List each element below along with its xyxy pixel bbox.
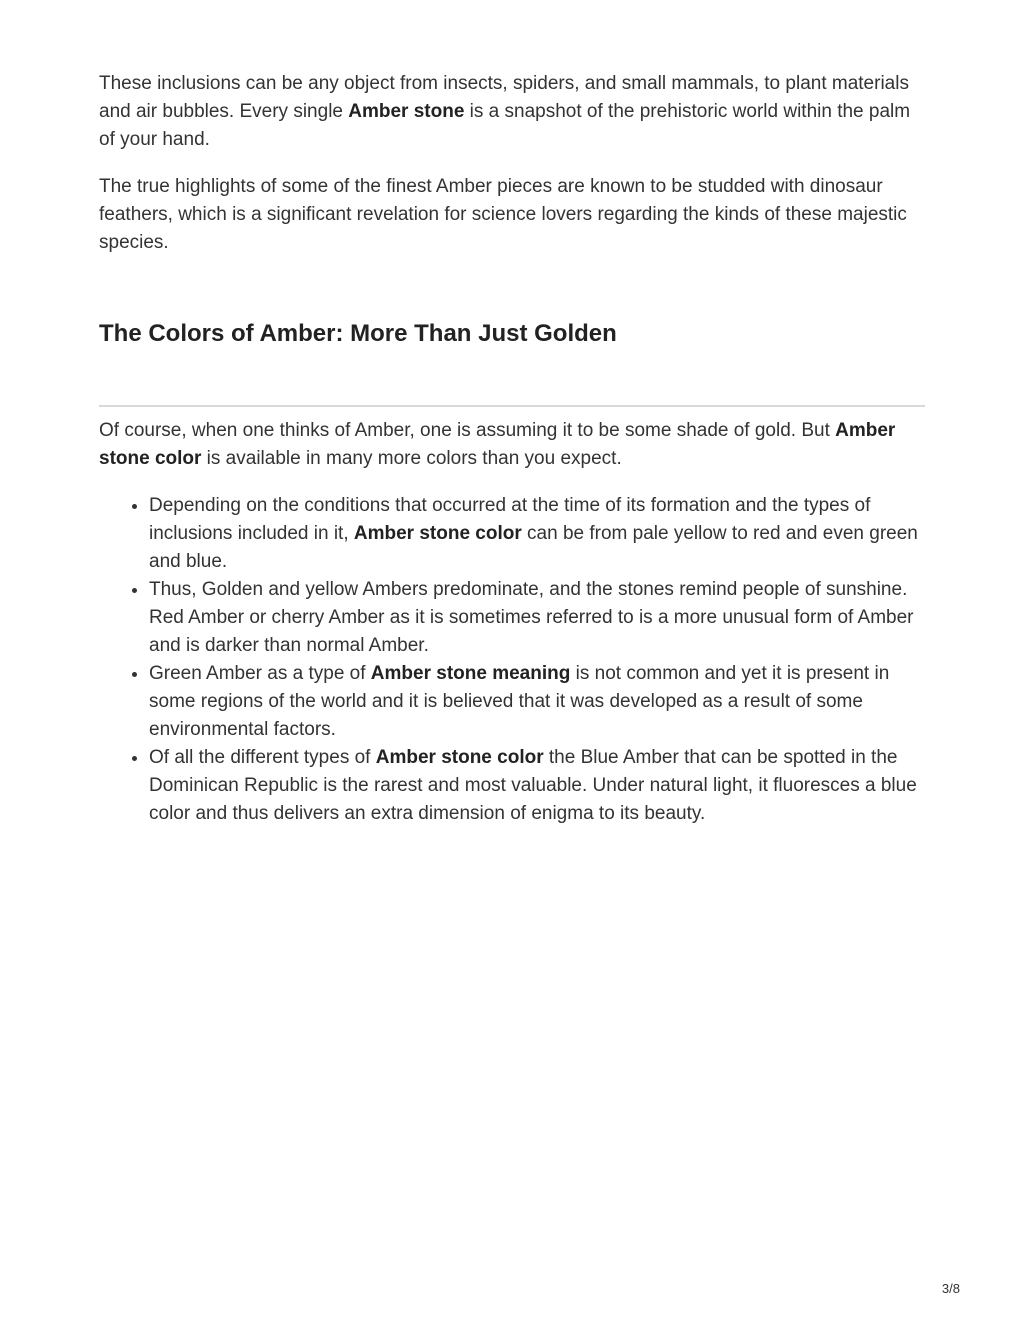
paragraph-inclusions [99,70,929,154]
list-item-text: Depending on the conditions that occurred at the time of its formation and the types of inclusions included in it, [149,495,871,544]
paragraph-text: is available in many more colors than you expect. [201,448,622,469]
paragraph-text: These inclusions can be any object from insects, spiders, and small mammals, to plant materials and air bubbles. Every single [99,73,909,122]
list-item-text: Green Amber as a type of [149,663,371,684]
list-item-text: Of all the different types of [149,747,376,768]
bold-keyword: Amber stone color [353,523,522,544]
list-item [149,576,929,660]
bold-keyword: Amber stone [348,101,465,122]
bold-keyword: Amber stone meaning [370,663,571,684]
list-item [149,744,929,828]
list-item [149,660,929,744]
bold-keyword: Amber stone color [99,420,896,469]
list-item-text: the Blue Amber that can be spotted in the Dominican Republic is the rarest and most valuable. Under natural light, it fluoresces a blue color and thus delivers an extra dimension of enigma to its beauty. [149,747,917,824]
document-page [99,70,929,824]
list-item-text: is not common and yet it is present in some regions of the world and it is believed that it was developed as a result of some environmental factors. [149,663,890,740]
colors-bullet-list [99,492,929,828]
paragraph-colors-intro [99,417,929,473]
section-heading: The Colors of Amber: More Than Just Golden [99,320,617,347]
bold-keyword: Amber stone color [375,747,544,768]
colors-section [99,417,929,828]
paragraph-text: is a snapshot of the prehistoric world within the palm of your hand. [99,101,911,150]
page-number: 3/8 [941,1281,960,1296]
paragraph-text: Of course, when one thinks of Amber, one is assuming it to be some shade of gold. But [99,420,836,441]
list-item [149,492,929,576]
list-item-text: Thus, Golden and yellow Ambers predominate, and the stones remind people of sunshine. Red Amber or cherry Amber as it is sometimes referred to is a more unusual form of Amber and is darker than normal Amber. [149,579,914,656]
list-item-text: can be from pale yellow to red and even green and blue. [149,523,918,572]
paragraph-feathers: The true highlights of some of the finest Amber pieces are known to be studded with dinosaur feathers, which is a significant revelation for science lovers regarding the kinds of these majestic species. [99,176,907,253]
section-divider [99,405,925,407]
